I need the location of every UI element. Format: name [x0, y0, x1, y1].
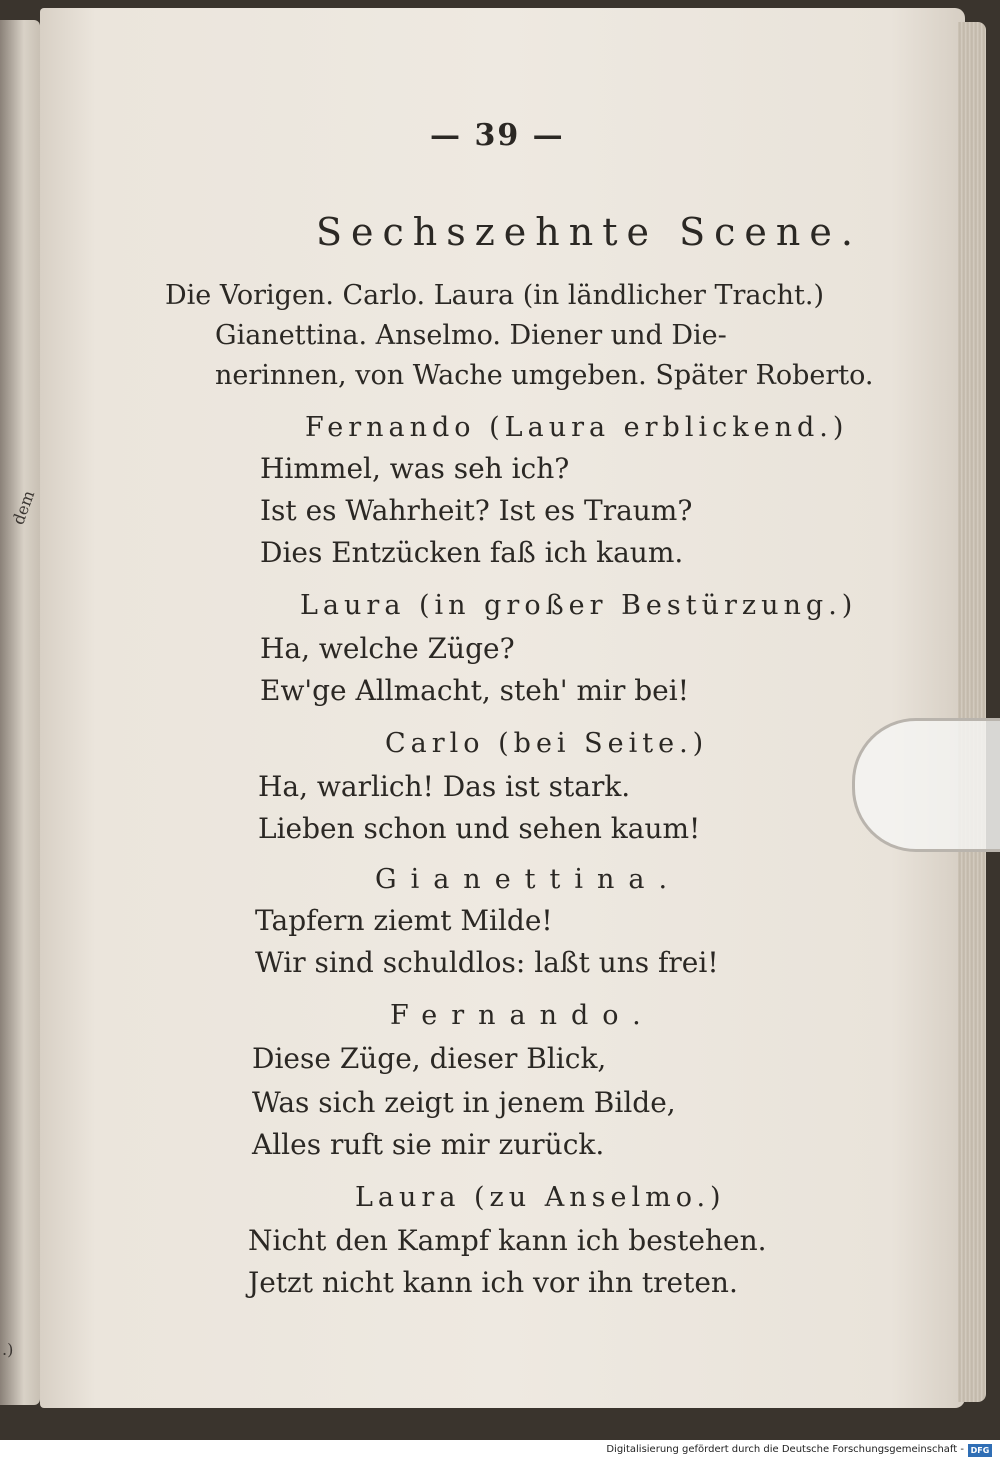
- verse-line: Ha, warlich! Das ist stark.: [258, 770, 631, 803]
- verse-line: Wir sind schuldlos: laßt uns frei!: [255, 946, 719, 979]
- footer-bar: [0, 1440, 1000, 1462]
- left-page-fragment: .): [2, 1340, 14, 1359]
- stage-direction-line: nerinnen, von Wache umgeben. Später Roberto.: [215, 360, 874, 391]
- verse-line: Nicht den Kampf kann ich bestehen.: [248, 1224, 767, 1257]
- stage-direction-line: Die Vorigen. Carlo. Laura (in ländlicher Tracht.): [165, 280, 825, 311]
- verse-line: Was sich zeigt in jenem Bilde,: [252, 1086, 676, 1119]
- stage-direction-line: Gianettina. Anselmo. Diener und Die-: [215, 320, 727, 351]
- verse-line: Ha, welche Züge?: [260, 632, 515, 665]
- verse-line: Tapfern ziemt Milde!: [255, 904, 553, 937]
- verse-line: Himmel, was seh ich?: [260, 452, 570, 485]
- left-page-edge: [0, 20, 40, 1405]
- footer-credit: Digitalisierung gefördert durch die Deutsche Forschungsgemeinschaft -: [606, 1444, 964, 1455]
- page-number: — 39 —: [430, 118, 565, 153]
- page-stack-edge: [958, 22, 986, 1402]
- book-clip: [852, 718, 1000, 852]
- verse-line: Lieben schon und sehen kaum!: [258, 812, 701, 845]
- verse-line: Jetzt nicht kann ich vor ihn treten.: [248, 1266, 738, 1299]
- left-page-fragment: dem: [8, 487, 39, 528]
- speaker-label: Laura (zu Anselmo.): [355, 1182, 726, 1213]
- verse-line: Alles ruft sie mir zurück.: [252, 1128, 605, 1161]
- verse-line: Ew'ge Allmacht, steh' mir bei!: [260, 674, 689, 707]
- verse-line: Ist es Wahrheit? Ist es Traum?: [260, 494, 693, 527]
- dfg-logo-icon: DFG: [968, 1444, 992, 1457]
- speaker-label: Carlo (bei Seite.): [385, 728, 709, 759]
- speaker-label: Laura (in großer Bestürzung.): [300, 590, 858, 621]
- scene-title: Sechszehnte Scene.: [316, 210, 862, 254]
- speaker-label: Gianettina.: [375, 864, 682, 895]
- speaker-label: Fernando.: [390, 1000, 655, 1031]
- verse-line: Diese Züge, dieser Blick,: [252, 1042, 607, 1075]
- verse-line: Dies Entzücken faß ich kaum.: [260, 536, 684, 569]
- speaker-label: Fernando (Laura erblickend.): [305, 412, 849, 443]
